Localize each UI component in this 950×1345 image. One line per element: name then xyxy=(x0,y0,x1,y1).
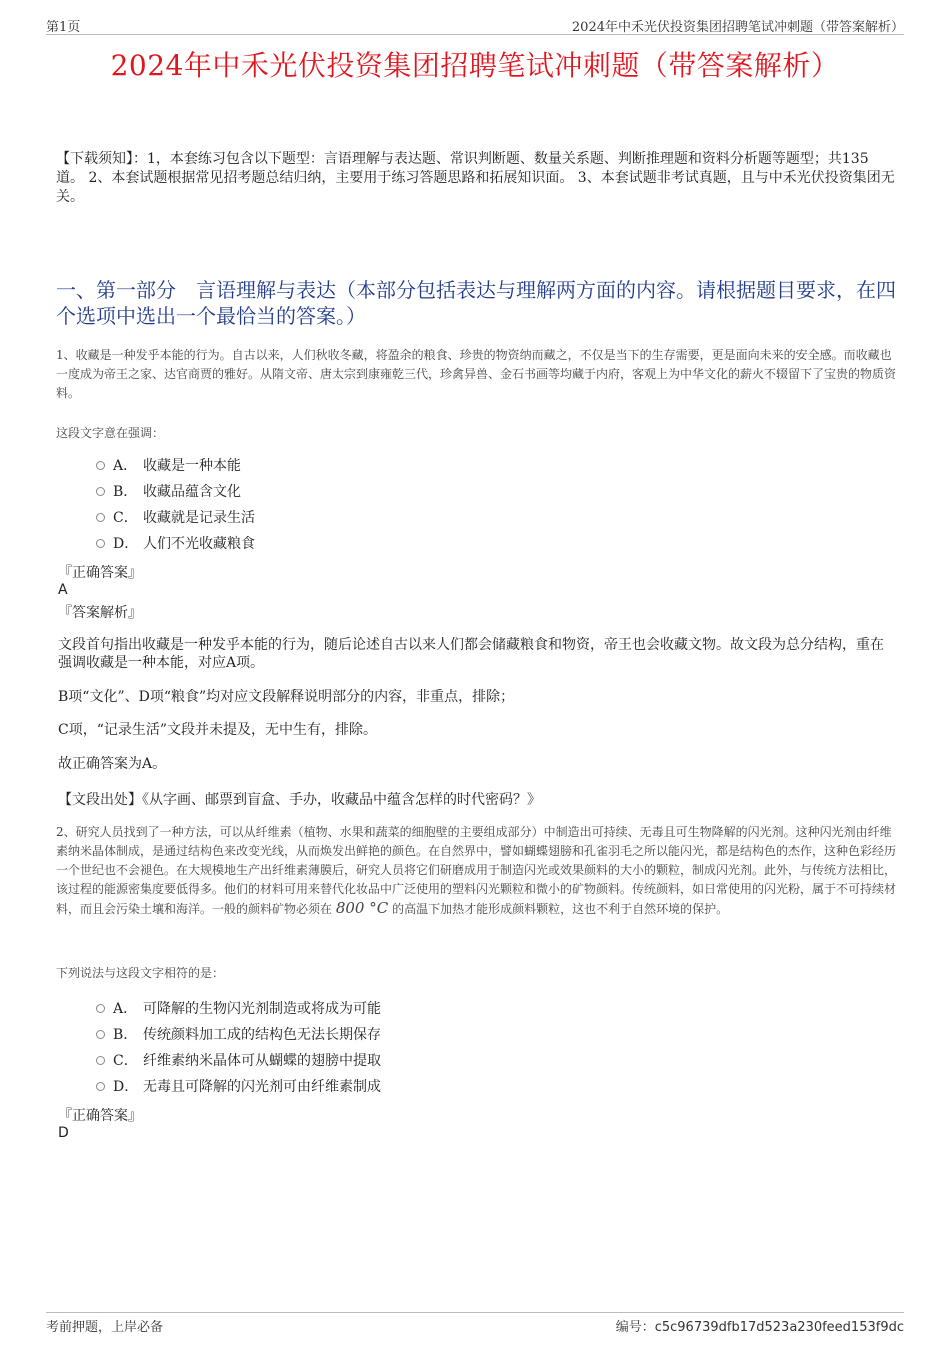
question-1-options xyxy=(96,452,255,556)
question-2-prompt: 下列说法与这段文字相符的是： xyxy=(56,966,225,980)
radio-icon[interactable] xyxy=(96,539,105,548)
page-header xyxy=(46,14,904,35)
download-notice: 【下载须知】：1，本套练习包含以下题型：言语理解与表达题、常识判断题、数量关系题、判断推理题和资料分析题等题型；共135道。 2、本套试题根据常见招考题总结归纳，主要用于练习答题思路和拓展知识面。 3、本套试题非考试真题，且与中禾光伏投资集团无关。 xyxy=(56,151,895,205)
page-number: 第1页 xyxy=(46,20,81,35)
radio-icon[interactable] xyxy=(96,461,105,470)
footer-code: 编号：c5c96739dfb17d523a230feed153f9dc xyxy=(615,1320,904,1335)
question-1-text: 1、收藏是一种发乎本能的行为。自古以来，人们秋收冬藏，将盈余的粮食、珍贵的物资纳而藏之，不仅是当下的生存需要，更是面向未来的安全感。而收藏也一度成为帝王之家、达官商贾的雅好。从隋文帝、唐太宗到康雍乾三代，珍禽异兽、金石书画等均藏于内府，客观上为中华文化的薪火不辍留下了宝贵的物质资料。 xyxy=(56,348,897,400)
section-heading: 一、第一部分 言语理解与表达（本部分包括表达与理解两方面的内容。请根据题目要求，在四个选项中选出一个最恰当的答案。） xyxy=(56,278,896,328)
question-2-options xyxy=(96,995,381,1099)
question-1-prompt: 这段文字意在强调： xyxy=(56,426,165,440)
answer-value: D xyxy=(58,1125,69,1141)
answer-label: 『正确答案』 xyxy=(58,565,142,581)
analysis-paragraph: 文段首句指出收藏是一种发乎本能的行为，随后论述自古以来人们都会储藏粮食和物资，帝王也会收藏文物。故文段为总分结构，重在强调收藏是一种本能，对应A项。 xyxy=(58,637,884,671)
footer-slogan: 考前押题，上岸必备 xyxy=(46,1320,164,1335)
page-footer xyxy=(46,1312,904,1335)
option-d[interactable]: D． 人们不光收藏粮食 xyxy=(96,530,255,556)
analysis-label: 『答案解析』 xyxy=(58,605,142,621)
radio-icon[interactable] xyxy=(96,1030,105,1039)
option-b[interactable]: B． 收藏品蕴含文化 xyxy=(96,478,255,504)
radio-icon[interactable] xyxy=(96,1056,105,1065)
analysis-paragraph: C项，“记录生活”文段并未提及，无中生有，排除。 xyxy=(58,722,378,738)
analysis-paragraph: 故正确答案为A。 xyxy=(58,756,167,772)
temperature-math: 800 °C xyxy=(335,899,389,917)
option-c[interactable]: C． 收藏就是记录生活 xyxy=(96,504,255,530)
option-a[interactable]: A． 可降解的生物闪光剂制造或将成为可能 xyxy=(96,995,381,1021)
option-d[interactable]: D． 无毒且可降解的闪光剂可由纤维素制成 xyxy=(96,1073,381,1099)
header-doc-title: 2024年中禾光伏投资集团招聘笔试冲刺题（带答案解析） xyxy=(571,20,904,35)
radio-icon[interactable] xyxy=(96,487,105,496)
radio-icon[interactable] xyxy=(96,1004,105,1013)
page-title: 2024年中禾光伏投资集团招聘笔试冲刺题（带答案解析） xyxy=(110,49,840,82)
option-c[interactable]: C． 纤维素纳米晶体可从蝴蝶的翅膀中提取 xyxy=(96,1047,381,1073)
option-a[interactable]: A． 收藏是一种本能 xyxy=(96,452,255,478)
answer-label: 『正确答案』 xyxy=(58,1108,142,1124)
question-2-text: 2、研究人员找到了一种方法，可以从纤维素（植物、水果和蔬菜的细胞壁的主要组成部分）中制造出可持续、无毒且可生物降解的闪光剂。这种闪光剂由纤维素纳米晶体制成，是通过结构色来改变光线，从而焕发出鲜艳的颜色。在自然界中，譬如蝴蝶翅膀和孔雀羽毛之所以能闪光，都是结构色的杰作，这种色彩经历一个世纪也不会褪色。在大规模地生产出纤维素薄膜后，研究人员将它们研磨成用于制造闪光或效果颜料的大小的颗粒，制成闪光剂。此外，与传统方法相比，该过程的能源密集度要低得多。他们的材料可用来替代化妆品中广泛使用的塑料闪光颗粒和微小的矿物颜料。传统颜料，如日常使用的闪光粉，属于不可持续材料，而且会污染土壤和海洋。一般的颜料矿物必须在 800 °C 的高温下加热才能形成颜料颗粒，这也不利于自然环境的保护。 xyxy=(56,825,897,917)
radio-icon[interactable] xyxy=(96,1082,105,1091)
answer-value: A xyxy=(58,582,68,598)
source-citation: 【文段出处】《从字画、邮票到盲盒、手办，收藏品中蕴含怎样的时代密码？》 xyxy=(58,792,541,808)
radio-icon[interactable] xyxy=(96,513,105,522)
analysis-paragraph: B项“文化”、D项“粮食”均对应文段解释说明部分的内容，非重点，排除； xyxy=(58,689,515,705)
option-b[interactable]: B． 传统颜料加工成的结构色无法长期保存 xyxy=(96,1021,381,1047)
